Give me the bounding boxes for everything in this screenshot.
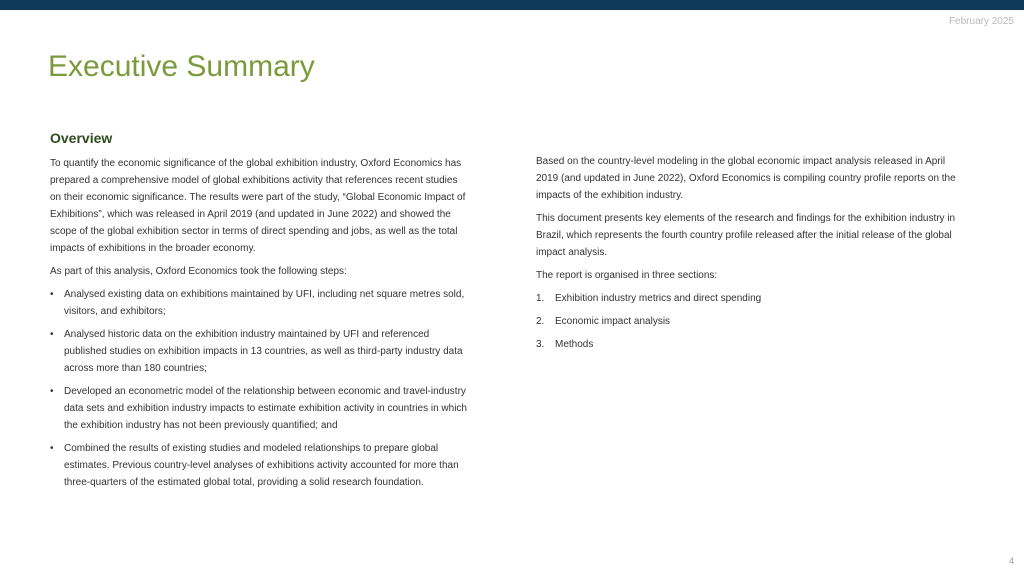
step-text: Analysed historic data on the exhibition industry maintained by UFI and referenced published studies on exhibition impacts in 13 countries, as well as third-party industry data across more than 180 countries; <box>64 329 463 374</box>
sections-list-item <box>536 336 956 353</box>
page-number: 4 <box>1008 556 1014 566</box>
sections-list-item <box>536 313 956 330</box>
top-accent-bar <box>0 0 1024 10</box>
steps-list-item <box>50 326 470 377</box>
step-text: Developed an econometric model of the relationship between economic and travel-industry data sets and exhibition industry impacts to estimate exhibition activity in countries in which the exhibition industry has not been previously quantified; and <box>64 386 467 431</box>
section-number: 2. <box>536 316 545 327</box>
sections-lead: The report is organised in three sections: <box>536 270 718 281</box>
overview-column <box>50 155 470 497</box>
steps-list-item <box>50 440 470 491</box>
sections-list <box>536 290 956 353</box>
overview-intro-paragraph: To quantify the economic significance of the global exhibition industry, Oxford Economics has prepared a comprehensive model of global exhibitions activity that references recent studies on their economic significance. The results were part of the study, “Global Economic Impact of Exhibitions”, which was released in April 2019 (and updated in June 2022) and showed the scope of the global exhibition sector in terms of direct spending and jobs, as well as the total impacts of exhibitions in the broader economy. <box>50 158 466 254</box>
section-number: 1. <box>536 293 545 304</box>
page-title: Executive Summary <box>48 50 315 83</box>
section-number: 3. <box>536 339 545 350</box>
report-context-column <box>536 153 956 359</box>
bullet-icon: • <box>50 386 54 397</box>
section-label: Exhibition industry metrics and direct spending <box>555 293 762 304</box>
bullet-icon: • <box>50 443 54 454</box>
context-paragraph: Based on the country-level modeling in the global economic impact analysis released in April 2019 (and updated in June 2022), Oxford Economics is compiling country profile reports on the impacts of the exhibition industry. <box>536 156 956 201</box>
report-date: February 2025 <box>948 16 1014 27</box>
step-text: Combined the results of existing studies and modeled relationships to prepare global estimates. Previous country-level analyses of exhibitions activity accounted for more than three-quarters of the estimated global total, providing a solid research foundation. <box>64 443 459 488</box>
overview-heading: Overview <box>50 130 113 146</box>
context-paragraph: This document presents key elements of the research and findings for the exhibition industry in Brazil, which represents the fourth country profile released after the initial release of the global impact analysis. <box>536 213 956 258</box>
steps-list <box>50 286 470 491</box>
bullet-icon: • <box>50 289 54 300</box>
section-label: Economic impact analysis <box>555 316 671 327</box>
step-text: Analysed existing data on exhibitions maintained by UFI, including net square metres sold, visitors, and exhibitors; <box>64 289 465 317</box>
bullet-icon: • <box>50 329 54 340</box>
sections-list-item <box>536 290 956 307</box>
overview-steps-lead: As part of this analysis, Oxford Economics took the following steps: <box>50 266 347 277</box>
section-label: Methods <box>555 339 594 350</box>
steps-list-item <box>50 383 470 434</box>
steps-list-item <box>50 286 470 320</box>
